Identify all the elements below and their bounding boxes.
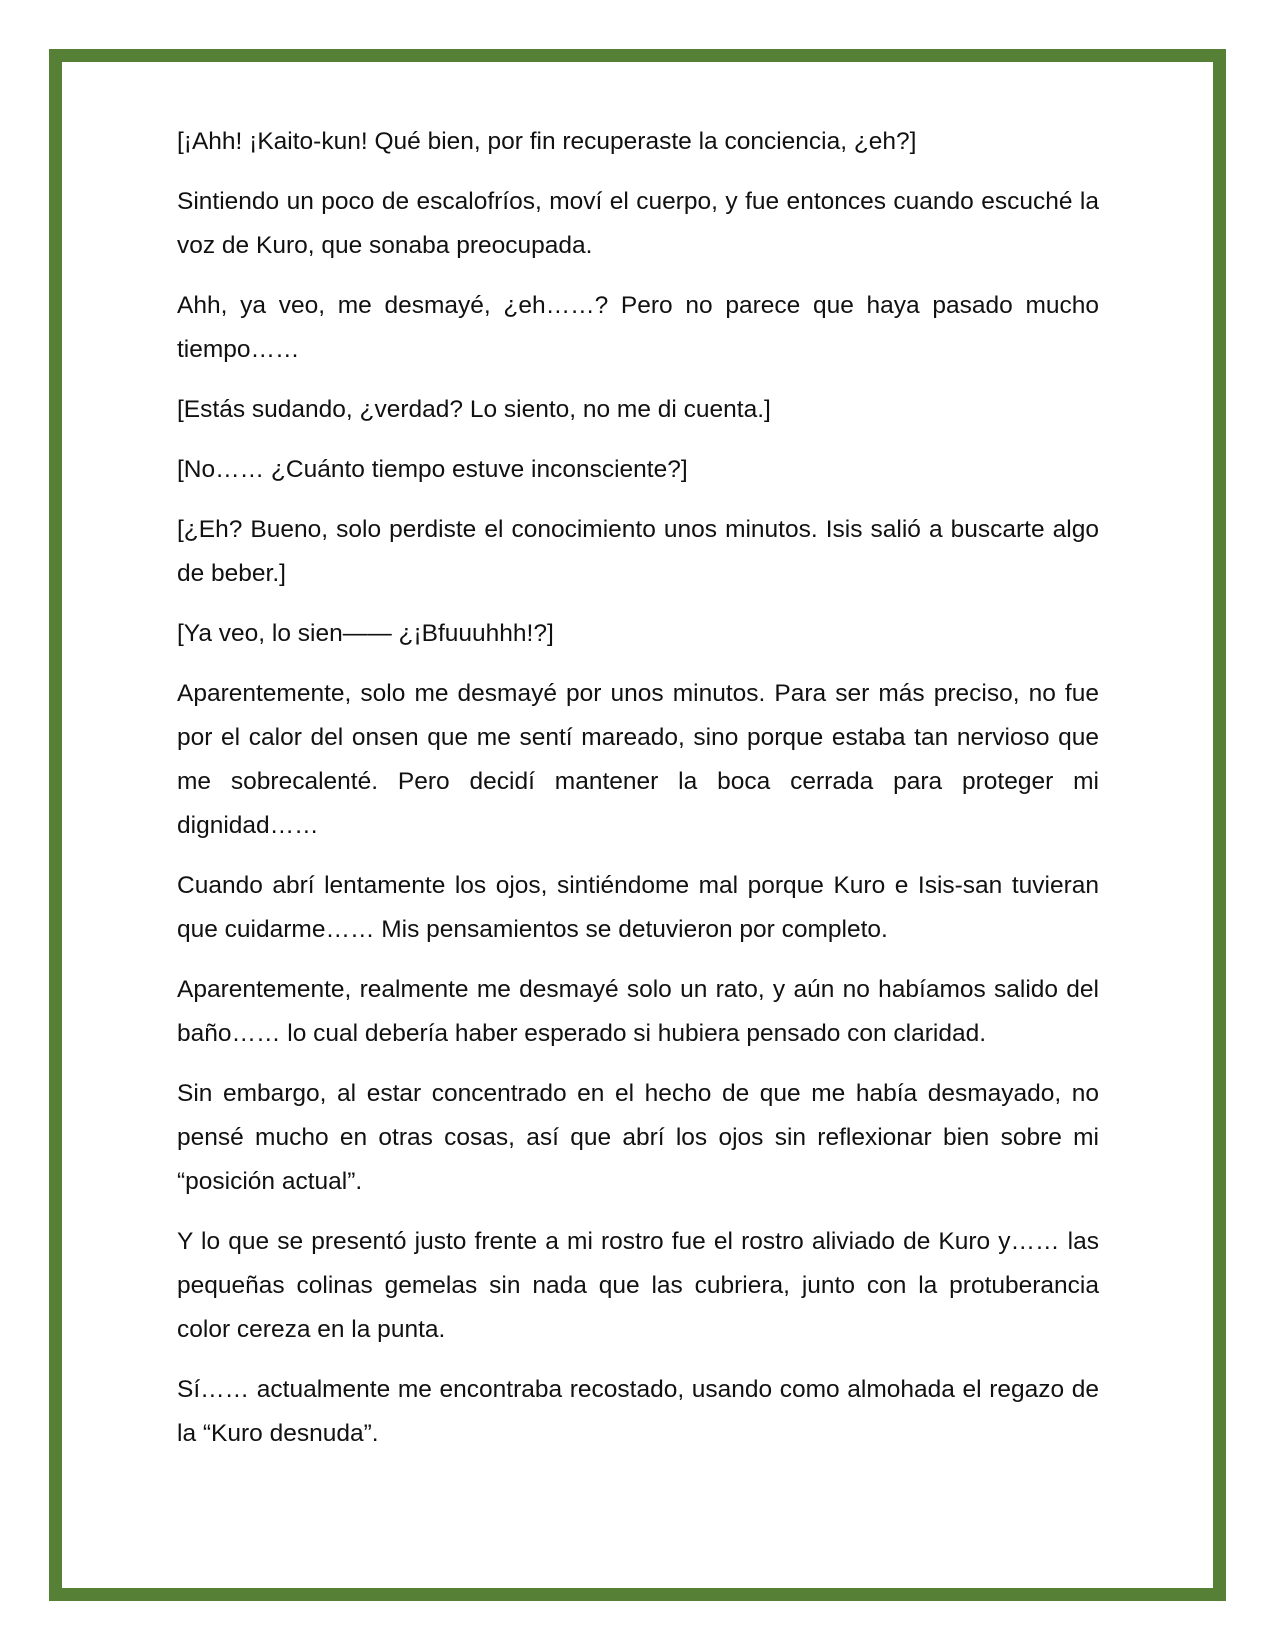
paragraph: Cuando abrí lentamente los ojos, sintiéndome mal porque Kuro e Isis-san tuvieran que cuidarme…… Mis pensamientos se detuvieron por completo. — [177, 872, 1099, 943]
paragraph: Aparentemente, realmente me desmayé solo un rato, y aún no habíamos salido del baño…… lo cual debería haber esperado si hubiera pensado con claridad. — [177, 976, 1099, 1047]
paragraph: [¿Eh? Bueno, solo perdiste el conocimiento unos minutos. Isis salió a buscarte algo de beber.] — [177, 516, 1099, 587]
paragraph: Y lo que se presentó justo frente a mi rostro fue el rostro aliviado de Kuro y…… las pequeñas colinas gemelas sin nada que las cubriera, junto con la protuberancia color cereza en la punta. — [177, 1228, 1099, 1343]
paragraph: Sintiendo un poco de escalofríos, moví el cuerpo, y fue entonces cuando escuché la voz de Kuro, que sonaba preocupada. — [177, 188, 1099, 259]
paragraph: Ahh, ya veo, me desmayé, ¿eh……? Pero no parece que haya pasado mucho tiempo…… — [177, 292, 1099, 363]
paragraph: [¡Ahh! ¡Kaito-kun! Qué bien, por fin recuperaste la conciencia, ¿eh?] — [177, 128, 917, 155]
paragraph: [No…… ¿Cuánto tiempo estuve inconsciente?] — [177, 456, 688, 483]
paragraph: Sin embargo, al estar concentrado en el hecho de que me había desmayado, no pensé mucho en otras cosas, así que abrí los ojos sin reflexionar bien sobre mi “posición actual”. — [177, 1080, 1099, 1195]
document-body — [177, 120, 1099, 1472]
paragraph: [Ya veo, lo sien—— ¿¡Bfuuuhhh!?] — [177, 620, 554, 647]
paragraph: Aparentemente, solo me desmayé por unos minutos. Para ser más preciso, no fue por el calor del onsen que me sentí mareado, sino porque estaba tan nervioso que me sobrecalenté. Pero decidí mantener la boca cerrada para proteger mi dignidad…… — [177, 680, 1099, 839]
paragraph: Sí…… actualmente me encontraba recostado, usando como almohada el regazo de la “Kuro desnuda”. — [177, 1376, 1099, 1447]
paragraph: [Estás sudando, ¿verdad? Lo siento, no me di cuenta.] — [177, 396, 771, 423]
